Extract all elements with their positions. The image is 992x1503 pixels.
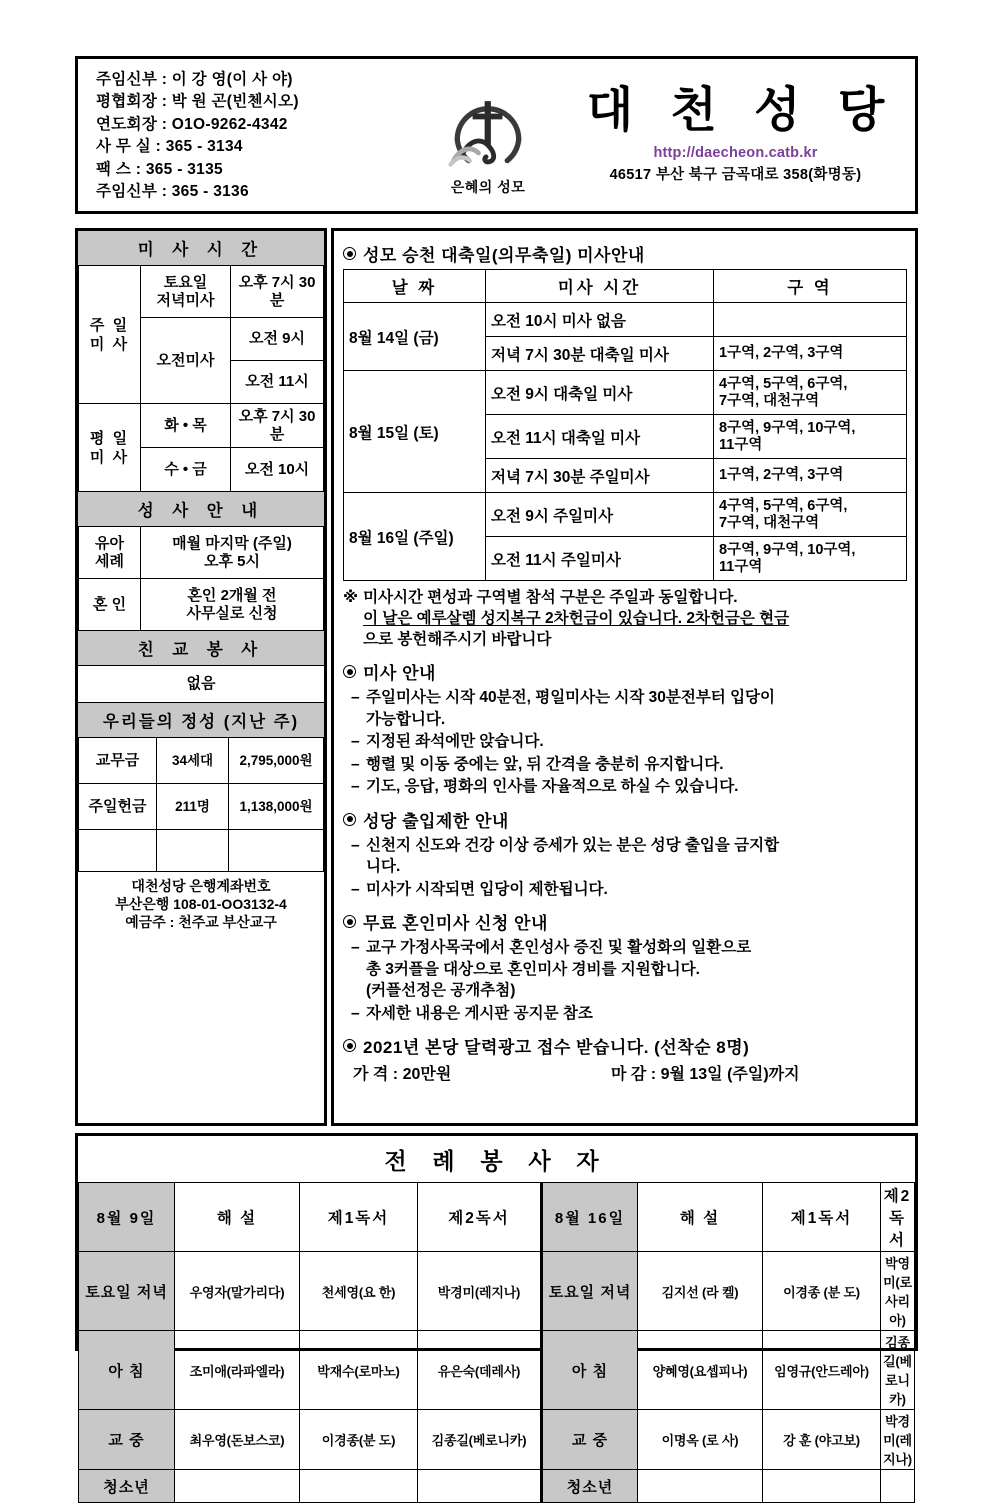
offering-label: 주일헌금	[79, 784, 157, 830]
mass-time: 오전 9시	[231, 318, 324, 361]
note-line-1: 미사시간 편성과 구역별 참석 구분은 주일과 동일합니다.	[363, 589, 738, 606]
mass-schedule-band: 미 사 시 간	[78, 231, 324, 265]
minister-name: 박영미(로사리아)	[881, 1252, 915, 1331]
feast-time: 오전 11시 주일미사	[486, 537, 714, 581]
section-free-wedding-mass	[343, 909, 907, 1024]
offering-amount	[229, 830, 324, 872]
section-heading	[343, 1033, 907, 1058]
dash-icon: –	[351, 836, 360, 854]
list-item-text: 지정된 좌석에만 앉습니다.	[366, 733, 544, 750]
table-row	[79, 527, 324, 579]
feast-zone: 8구역, 9구역, 10구역, 11구역	[714, 415, 907, 459]
offerings-band: 우리들의 정성 (지난 주)	[78, 703, 324, 737]
list-item	[343, 731, 907, 753]
col-zone: 구 역	[714, 270, 907, 303]
list-item-text: 자세한 내용은 게시판 공지문 참조	[366, 1004, 593, 1022]
contact-line: 팩 스 : 365 - 3135	[96, 160, 223, 178]
logo-caption: 은혜의 성모	[450, 178, 526, 195]
sacraments-band: 성 사 안 내	[78, 492, 324, 526]
list-item	[343, 776, 907, 798]
minister-name: 김종길(베로니카)	[881, 1331, 915, 1410]
bank-line: 예금주 : 천주교 부산교구	[125, 914, 277, 930]
minister-name: 박경미(레지나)	[881, 1410, 915, 1470]
col-first-reading: 제1독서	[300, 1183, 418, 1252]
feast-time: 오전 9시 주일미사	[486, 493, 714, 537]
minister-name: 김지선 (라 켈)	[638, 1252, 763, 1331]
table-row	[79, 784, 324, 830]
feast-date: 8월 15일 (토)	[344, 371, 486, 493]
minister-name: 양혜영(요셉피나)	[638, 1331, 763, 1410]
feast-heading	[343, 241, 907, 266]
ring-bullet-icon	[343, 813, 356, 826]
mass-schedule-table	[78, 265, 324, 492]
fellowship-value: 없음	[78, 666, 324, 703]
minister-name	[763, 1470, 881, 1503]
mass-group-weekday: 평 일 미 사	[79, 404, 141, 492]
church-address: 46517 부산 북구 금곡대로 358(화명동)	[609, 166, 862, 183]
minister-name: 우영자(말가리다)	[175, 1252, 300, 1331]
mass-kind: 토요일 저녁미사	[141, 266, 231, 318]
section-heading	[343, 659, 907, 684]
contact-line: 연도회장 : O1O-9262-4342	[96, 115, 288, 133]
section-heading	[343, 909, 907, 934]
dash-icon: –	[351, 733, 360, 750]
table-row	[79, 830, 324, 872]
table-row	[79, 1252, 915, 1331]
slot-label: 청소년	[79, 1470, 175, 1503]
table-row	[78, 666, 324, 703]
header	[75, 56, 918, 214]
section-entry-restriction	[343, 807, 907, 901]
table-row	[79, 1470, 915, 1503]
dash-icon: –	[351, 1004, 360, 1022]
list-item-text: 주일미사는 시작 40분전, 평일미사는 시작 30분전부터 입당이 가능합니다.	[366, 689, 776, 728]
ring-bullet-icon	[343, 247, 356, 260]
mass-time: 오전 11시	[231, 361, 324, 404]
feast-zone: 1구역, 2구역, 3구역	[714, 337, 907, 371]
table-header-row	[344, 270, 907, 303]
mass-kind: 화 • 목	[141, 404, 231, 448]
sacrament-label: 혼 인	[79, 579, 141, 631]
table-row	[344, 371, 907, 415]
offering-count: 34세대	[157, 738, 229, 784]
feast-time: 오전 11시 대축일 미사	[486, 415, 714, 459]
mass-kind: 오전미사	[141, 318, 231, 404]
feast-heading-label: 성모 승천 대축일(의무축일) 미사안내	[363, 246, 645, 265]
left-date-header: 8월 9일	[79, 1183, 175, 1252]
minister-name	[638, 1470, 763, 1503]
minister-name	[175, 1470, 300, 1503]
minister-name	[881, 1470, 915, 1503]
offering-count: 211명	[157, 784, 229, 830]
reference-mark-icon: ※	[343, 589, 359, 606]
second-collection-note	[343, 587, 907, 650]
feast-time: 저녁 7시 30분 주일미사	[486, 459, 714, 493]
contact-line: 평협회장 : 박 원 곤(빈첸시오)	[96, 93, 299, 111]
minister-name: 강 훈 (야고보)	[763, 1410, 881, 1470]
bank-line: 부산은행 108-01-OO3132-4	[115, 896, 287, 912]
dash-icon: –	[351, 689, 360, 706]
sacrament-label: 유아 세례	[79, 527, 141, 579]
table-row	[344, 303, 907, 337]
left-sidebar	[75, 228, 327, 1126]
col-time: 미사 시간	[486, 270, 714, 303]
feast-mass-table	[343, 269, 907, 581]
list-item	[343, 754, 907, 776]
table-row	[79, 266, 324, 318]
col-commentator: 해 설	[638, 1183, 763, 1252]
slot-label: 토요일 저녁	[542, 1252, 638, 1331]
offerings-table	[78, 737, 324, 872]
title-block	[568, 59, 915, 211]
minister-name: 조미애(라파엘라)	[175, 1331, 300, 1410]
calendar-ad-price: 가 격 : 20만원	[353, 1066, 452, 1083]
mass-kind: 수 • 금	[141, 448, 231, 492]
minister-name: 천세영(요 한)	[300, 1252, 418, 1331]
contact-line: 주임신부 : 365 - 3136	[96, 183, 249, 201]
mass-group-sunday: 주 일 미 사	[79, 266, 141, 404]
slot-label: 교 중	[542, 1410, 638, 1470]
page-title: 대 천 성 당	[586, 84, 897, 138]
section-calendar-ad	[343, 1033, 907, 1084]
offering-amount: 1,138,000원	[229, 784, 324, 830]
liturgy-title: 전 례 봉 사 자	[384, 1149, 609, 1174]
note-text	[363, 587, 789, 650]
offering-count	[157, 830, 229, 872]
minister-name: 박경미(레지나)	[418, 1252, 542, 1331]
note-line-3: 으로 봉헌해주시기 바랍니다	[363, 631, 552, 648]
fellowship-table	[78, 665, 324, 703]
table-row	[79, 738, 324, 784]
minister-name	[300, 1470, 418, 1503]
dash-icon: –	[351, 880, 360, 898]
feast-zone: 1구역, 2구역, 3구역	[714, 459, 907, 493]
feast-time: 오전 9시 대축일 미사	[486, 371, 714, 415]
section-title: 미사 안내	[363, 664, 436, 683]
mass-time: 오후 7시 30분	[231, 404, 324, 448]
minister-name: 이명옥 (로 사)	[638, 1410, 763, 1470]
feast-date: 8월 14일 (금)	[344, 303, 486, 371]
minister-name: 유은숙(데레사)	[418, 1331, 542, 1410]
ring-bullet-icon	[343, 665, 356, 678]
slot-label: 청소년	[542, 1470, 638, 1503]
list-item-text: 교구 가정사목국에서 혼인성사 증진 및 활성화의 일환으로 총 3커플을 대상으로 혼인미사 경비를 지원합니다. (커플선정은 공개추첨)	[366, 939, 752, 999]
right-date-header: 8월 16일	[542, 1183, 638, 1252]
contact-line: 주임신부 : 이 강 영(이 사 야)	[96, 71, 293, 88]
list-item-text: 미사가 시작되면 입당이 제한됩니다.	[366, 880, 608, 898]
list-item-text: 신천지 신도와 건강 이상 증세가 있는 분은 성당 출입을 금지합 니다.	[366, 836, 780, 875]
ring-bullet-icon	[343, 1039, 356, 1052]
list-item	[343, 879, 907, 901]
col-date: 날 짜	[344, 270, 486, 303]
main-notices	[331, 228, 918, 1126]
feast-zone: 4구역, 5구역, 6구역, 7구역, 대천구역	[714, 371, 907, 415]
list-item	[343, 835, 907, 878]
contact-block	[78, 59, 408, 211]
slot-label: 아 침	[542, 1331, 638, 1410]
slot-label: 토요일 저녁	[79, 1252, 175, 1331]
list-item-text: 기도, 응답, 평화의 인사를 자율적으로 하실 수 있습니다.	[366, 778, 739, 795]
liturgical-ministers-table	[78, 1182, 915, 1503]
minister-name: 이경종(분 도)	[300, 1410, 418, 1470]
minister-name	[418, 1470, 542, 1503]
dash-icon: –	[351, 755, 360, 773]
list-item	[343, 1003, 907, 1025]
calendar-ad-deadline: 마 감 : 9월 13일 (주일)까지	[611, 1066, 800, 1083]
feast-zone: 4구역, 5구역, 6구역, 7구역, 대천구역	[714, 493, 907, 537]
logo-block	[408, 59, 568, 211]
offering-amount: 2,795,000원	[229, 738, 324, 784]
dash-icon: –	[351, 778, 360, 795]
minister-name: 임영규(안드레아)	[763, 1331, 881, 1410]
mass-time: 오전 10시	[231, 448, 324, 492]
minister-name: 박재수(로마노)	[300, 1331, 418, 1410]
col-first-reading: 제1독서	[763, 1183, 881, 1252]
church-logo-icon	[440, 80, 536, 176]
liturgical-ministers-section	[75, 1133, 918, 1496]
table-row	[79, 1410, 915, 1470]
offering-label: 교무금	[79, 738, 157, 784]
section-title: 무료 혼인미사 신청 안내	[363, 914, 548, 933]
slot-label: 교 중	[79, 1410, 175, 1470]
table-header-row	[79, 1183, 915, 1252]
section-title: 성당 출입제한 안내	[363, 811, 509, 831]
table-row	[79, 579, 324, 631]
fellowship-band: 친 교 봉 사	[78, 631, 324, 665]
sacraments-table	[78, 526, 324, 631]
sacrament-value: 매월 마지막 (주일) 오후 5시	[141, 527, 324, 579]
list-item-text: 행렬 및 이동 중에는 앞, 뒤 간격을 충분히 유지합니다.	[366, 755, 724, 773]
section-heading	[343, 807, 907, 832]
minister-name: 최우영(돈보스코)	[175, 1410, 300, 1470]
list-item	[343, 687, 907, 730]
contact-line: 사 무 실 : 365 - 3134	[96, 138, 243, 156]
list-item	[343, 937, 907, 1002]
dash-icon: –	[351, 939, 360, 956]
feast-zone	[714, 303, 907, 337]
offering-label	[79, 830, 157, 872]
col-commentator: 해 설	[175, 1183, 300, 1252]
ring-bullet-icon	[343, 915, 356, 928]
sacrament-value: 혼인 2개월 전 사무실로 신청	[141, 579, 324, 631]
bank-account-note	[78, 872, 324, 937]
minister-name: 이경종 (분 도)	[763, 1252, 881, 1331]
col-second-reading: 제2독서	[881, 1183, 915, 1252]
feast-time: 오전 10시 미사 없음	[486, 303, 714, 337]
feast-date: 8월 16일 (주일)	[344, 493, 486, 581]
table-row	[79, 404, 324, 448]
church-website-url[interactable]: http://daecheon.catb.kr	[653, 144, 818, 161]
col-second-reading: 제2독서	[418, 1183, 542, 1252]
note-line-2: 이 날은 예루살렘 성지복구 2차헌금이 있습니다. 2차헌금은 현금	[363, 610, 790, 627]
bank-line: 대천성당 은행계좌번호	[131, 878, 271, 894]
table-row	[344, 493, 907, 537]
slot-label: 아 침	[79, 1331, 175, 1410]
section-mass-guide	[343, 659, 907, 798]
feast-zone: 8구역, 9구역, 10구역, 11구역	[714, 537, 907, 581]
minister-name: 김종길(베로니카)	[418, 1410, 542, 1470]
table-row	[79, 1331, 915, 1410]
feast-time: 저녁 7시 30분 대축일 미사	[486, 337, 714, 371]
mass-time: 오후 7시 30분	[231, 266, 324, 318]
section-title: 2021년 본당 달력광고 접수 받습니다. (선착순 8명)	[363, 1038, 750, 1057]
calendar-ad-terms	[343, 1061, 907, 1084]
